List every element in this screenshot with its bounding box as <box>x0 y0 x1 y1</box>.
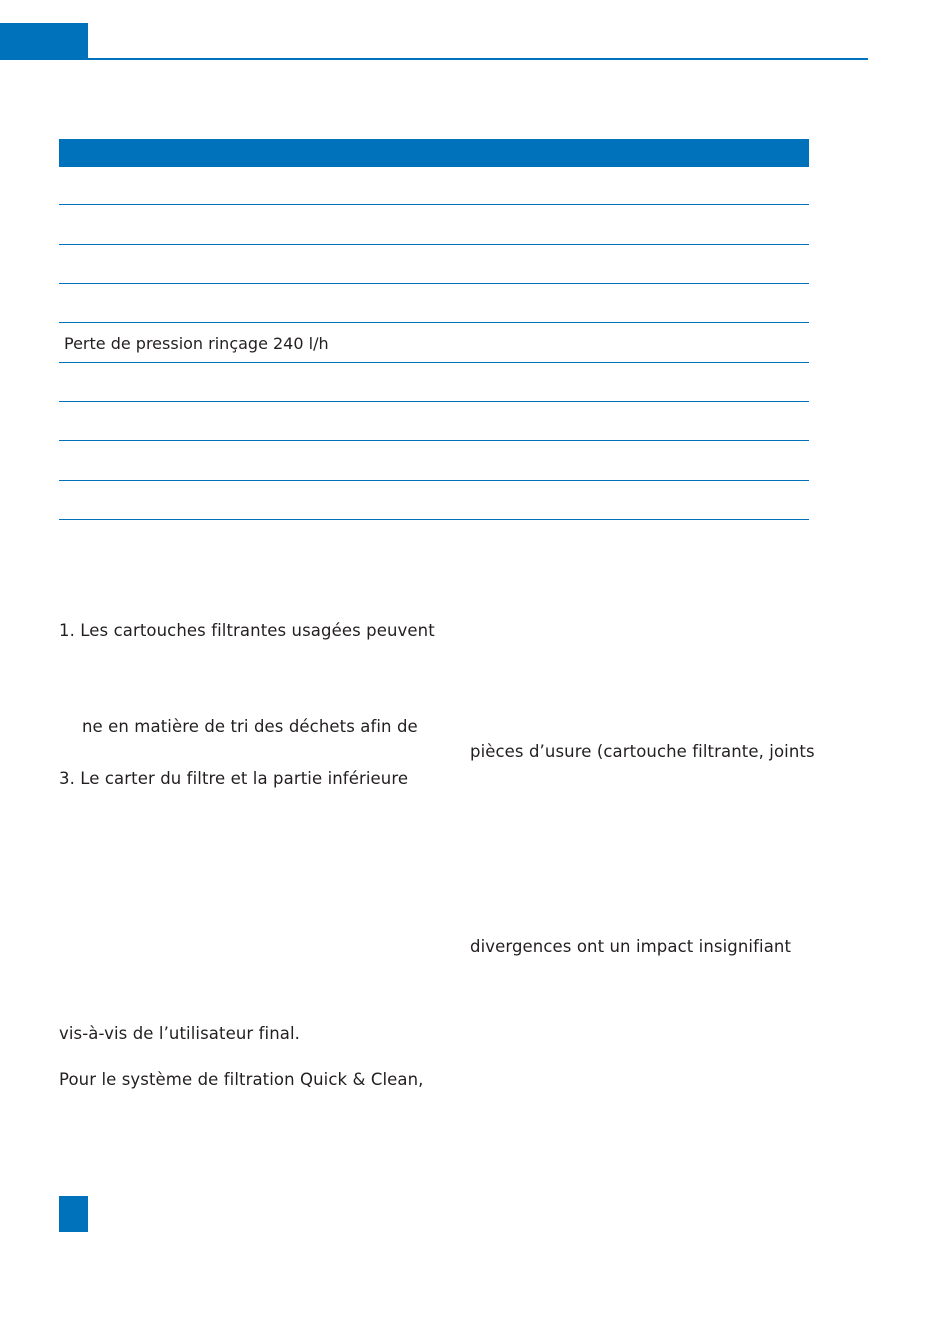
wear-parts-text: pièces d’usure (cartouche filtrante, joints <box>470 742 815 761</box>
table-header-bar <box>59 139 809 167</box>
table-row-divider <box>59 244 809 245</box>
header-rule <box>0 58 868 60</box>
list-item-3-text: 3. Le carter du filtre et la partie inférieure <box>59 769 409 788</box>
table-row-divider <box>59 283 809 284</box>
end-user-text: vis-à-vis de l’utilisateur final. <box>59 1024 300 1043</box>
table-cell-pressure-loss-label: Perte de pression rinçage 240 l/h <box>64 334 329 353</box>
table-row-divider <box>59 204 809 205</box>
table-row-divider <box>59 401 809 402</box>
divergences-text: divergences ont un impact insignifiant <box>470 937 792 956</box>
list-item-2-text: ne en matière de tri des déchets afin de <box>82 717 418 736</box>
table-row-divider <box>59 440 809 441</box>
quick-clean-text: Pour le système de filtration Quick & Clean, <box>59 1070 424 1089</box>
table-row-divider <box>59 362 809 363</box>
table-row-divider <box>59 480 809 481</box>
header-tab <box>0 23 88 60</box>
page-number-tab <box>59 1196 88 1232</box>
table-row-divider <box>59 322 809 323</box>
table-row-divider <box>59 519 809 520</box>
list-item-1-text: 1. Les cartouches filtrantes usagées peuvent <box>59 621 435 640</box>
